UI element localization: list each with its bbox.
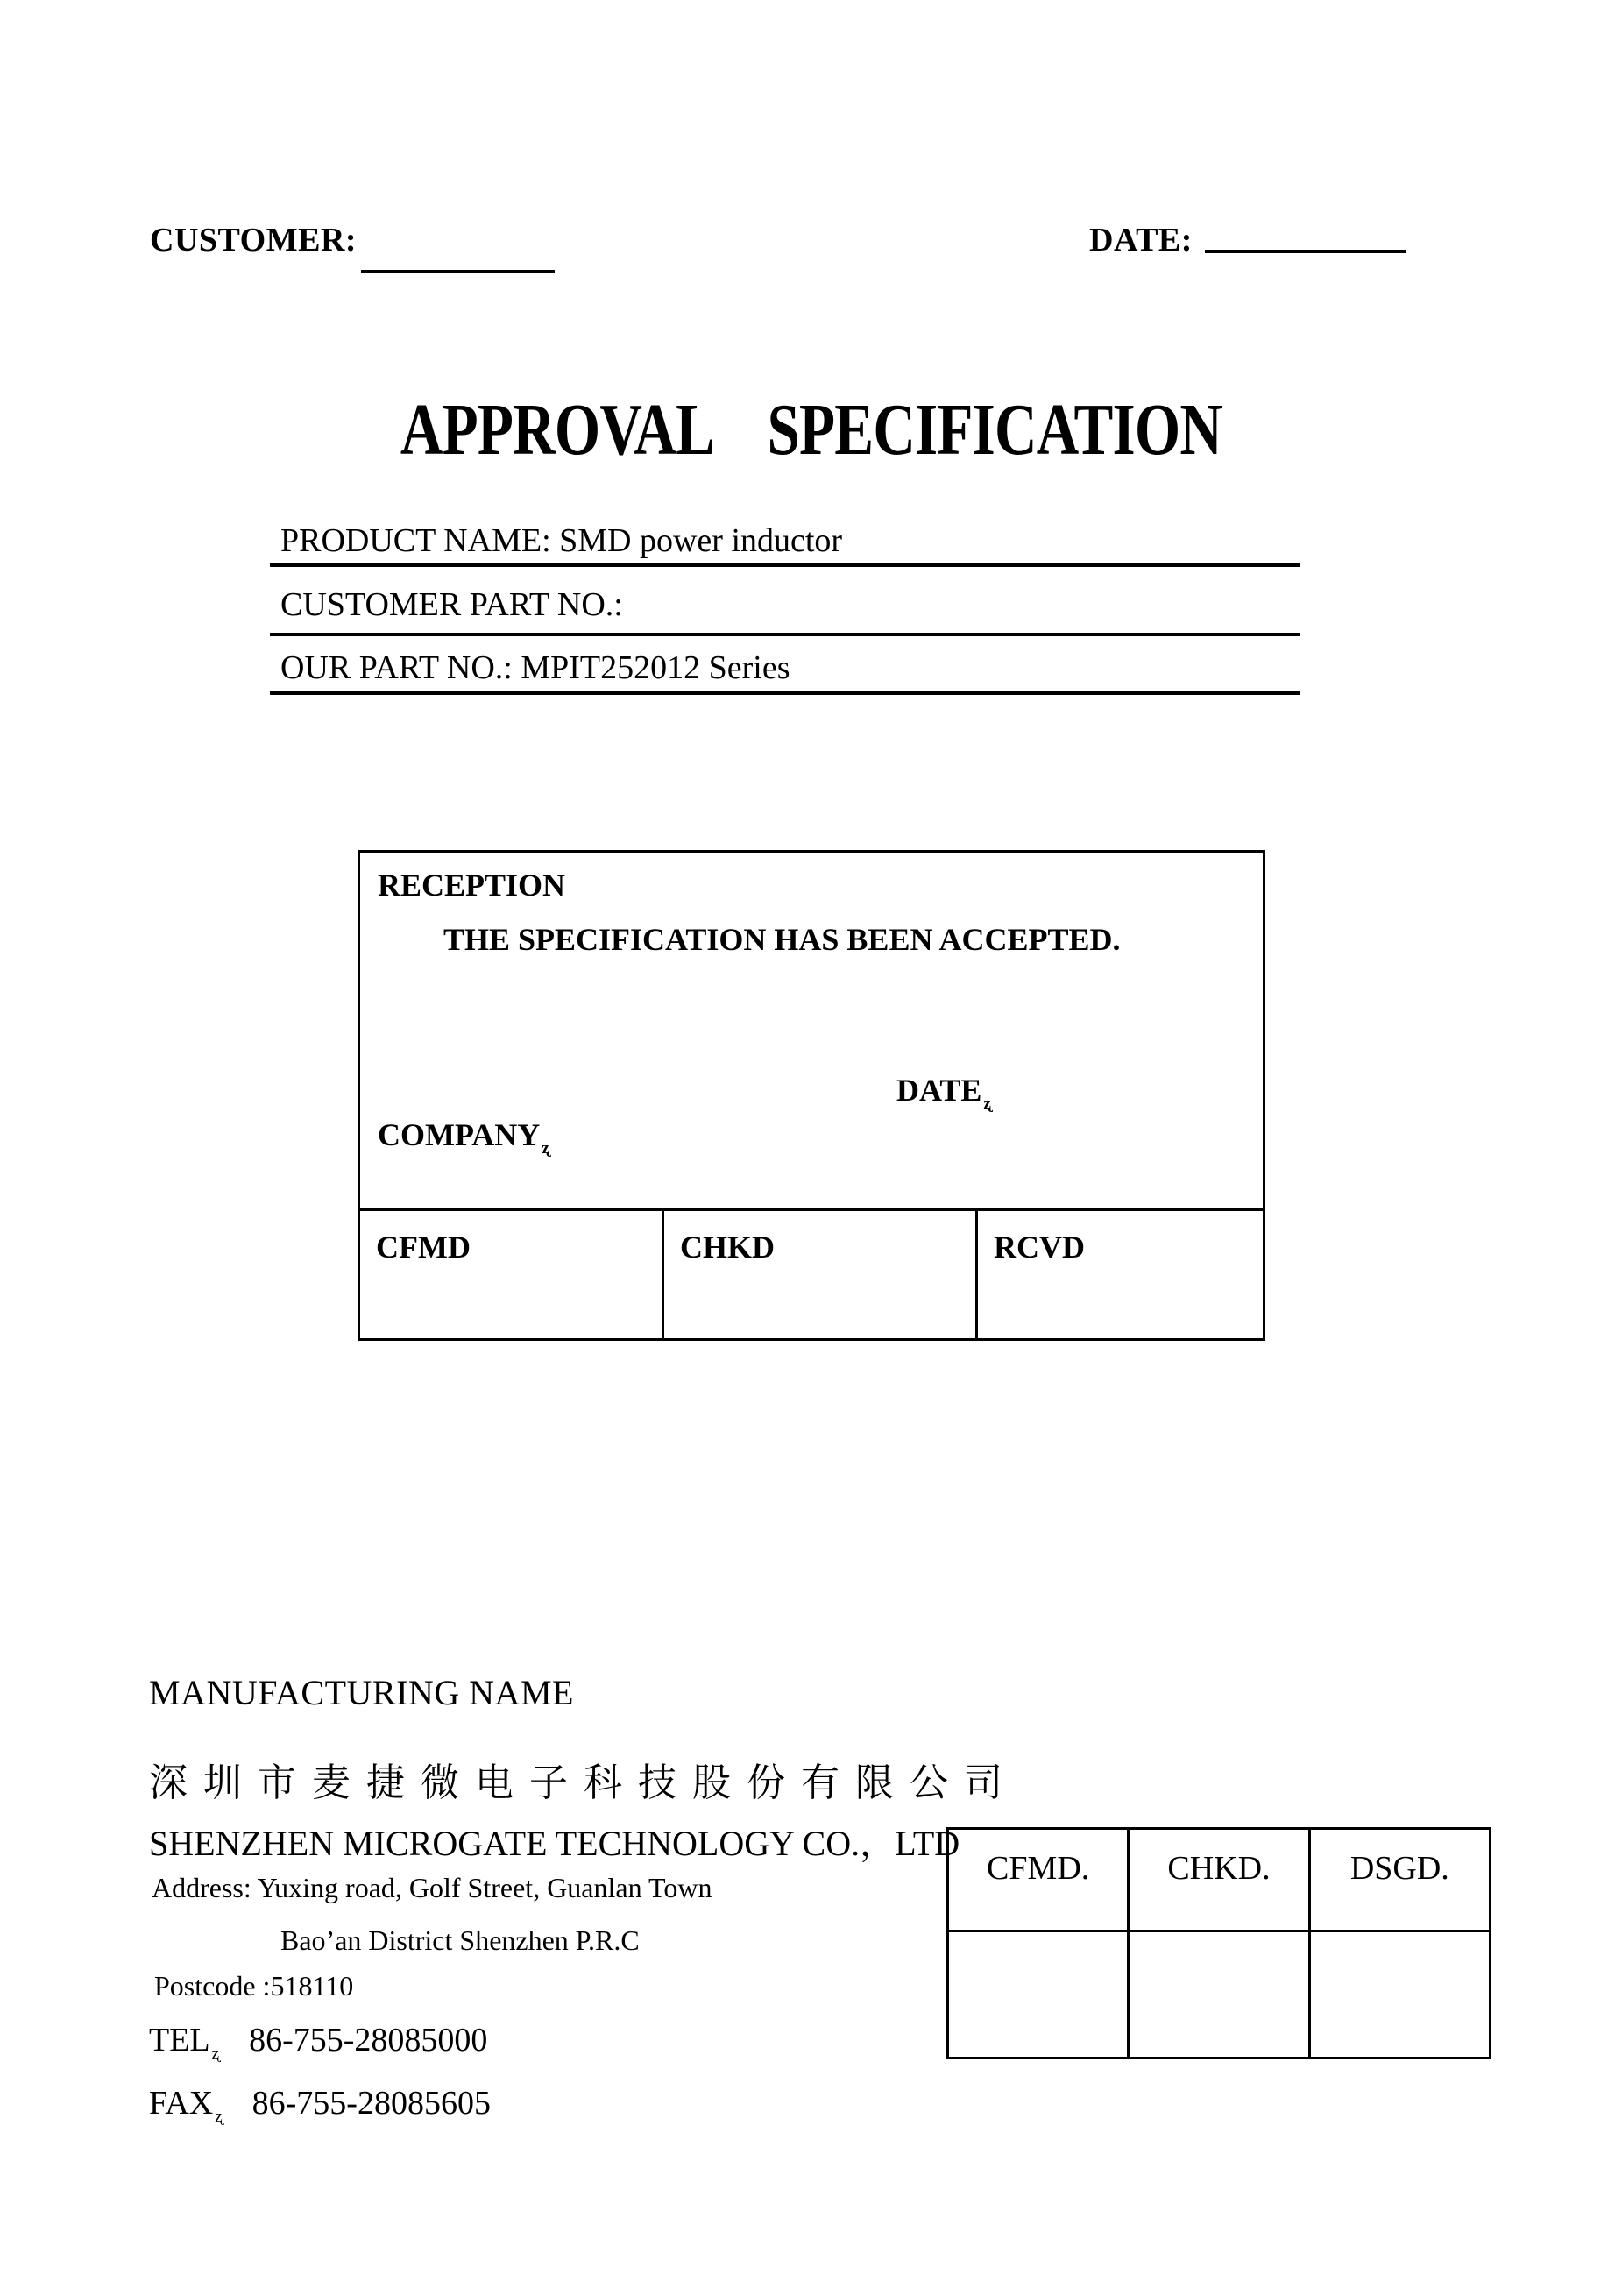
company-name-english: SHENZHEN MICROGATE TECHNOLOGY CO.，LTD: [149, 1824, 960, 1863]
manufacturing-name-heading: MANUFACTURING NAME: [149, 1673, 574, 1712]
customer-label: CUSTOMER:: [150, 222, 358, 259]
approval-header-chkd: CHKD.: [1127, 1830, 1307, 1930]
sign-cell-rcvd: RCVD: [994, 1229, 1085, 1265]
our-part-no-row: OUR PART NO.: MPIT252012 Series: [270, 648, 1300, 695]
tel-line: [149, 2021, 487, 2064]
customer-fill-line: [361, 270, 555, 273]
reception-statement: THE SPECIFICATION HAS BEEN ACCEPTED.: [443, 922, 1121, 957]
approval-empty-cell: [949, 1932, 1127, 2057]
reception-company-line: [378, 1116, 549, 1159]
date-fill-line: [1205, 250, 1406, 253]
date-label: DATE:: [1089, 222, 1193, 259]
page-title: APPROVAL SPECIFICATION: [400, 389, 1222, 471]
address-line-1: Address: Yuxing road, Golf Street, Guanlan Town: [152, 1872, 712, 1903]
tiny-colon-mark: ʐ: [215, 2108, 223, 2126]
sign-cell-chkd: CHKD: [664, 1211, 978, 1338]
tiny-colon-mark: ʐ: [542, 1139, 549, 1158]
fax-line: [149, 2084, 491, 2127]
product-name-row: PRODUCT NAME: SMD power inductor: [270, 521, 1300, 567]
reception-sign-row: [360, 1208, 1263, 1338]
approval-table-header-row: [949, 1830, 1489, 1932]
approval-table-body-row: [949, 1932, 1489, 2057]
approval-empty-cell: [1308, 1932, 1489, 2057]
approval-empty-cell: [1127, 1932, 1307, 2057]
fax-number: 86-755-28085605: [251, 2085, 491, 2122]
approval-header-dsgd: DSGD.: [1308, 1830, 1489, 1930]
reception-date-line: [896, 1072, 991, 1114]
fax-label: FAX: [149, 2085, 214, 2122]
reception-company-label: COMPANY: [378, 1117, 541, 1152]
reception-box: [358, 850, 1265, 1341]
tiny-colon-mark: ʐ: [983, 1095, 991, 1113]
tel-number: 86-755-28085000: [249, 2022, 488, 2059]
approval-header-cfmd: CFMD.: [987, 1850, 1090, 1887]
reception-heading: RECEPTION: [378, 868, 566, 903]
tel-label: TEL: [149, 2022, 210, 2059]
tiny-colon-mark: ʐ: [211, 2044, 220, 2063]
address-line-2: Bao’an District Shenzhen P.R.C: [280, 1924, 640, 1956]
postcode-line: Postcode :518110: [154, 1970, 354, 2002]
approval-table: [946, 1827, 1491, 2059]
customer-part-no-row: CUSTOMER PART NO.:: [270, 585, 1300, 636]
sign-cell-cfmd: CFMD: [360, 1211, 664, 1338]
reception-date-label: DATE: [896, 1073, 982, 1108]
company-name-chinese: 深圳市麦捷微电子科技股份有限公司: [149, 1761, 1018, 1804]
